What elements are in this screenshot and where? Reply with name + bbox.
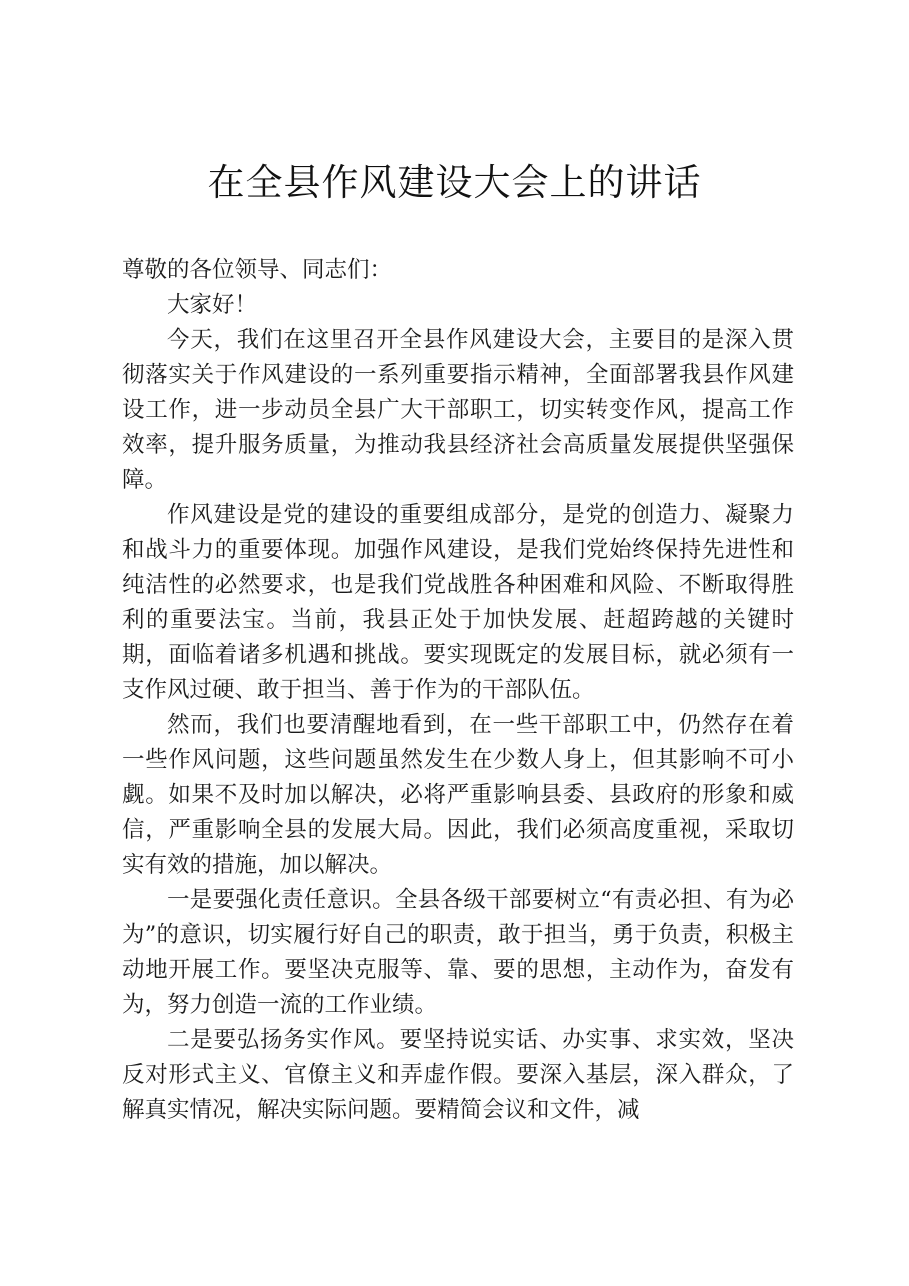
paragraph: 一是要强化责任意识。全县各级干部要树立“有责必担、有为必为”的意识，切实履行好自己的职责，敢于担当，勇于负责，积极主动地开展工作。要坚决克服等、靠、要的思想，主动作为，奋发有为，努力创造一流的工作业绩。 xyxy=(122,887,794,1018)
document-title: 在全县作风建设大会上的讲话 xyxy=(207,161,702,204)
document-body xyxy=(122,253,794,1128)
paragraph: 今天，我们在这里召开全县作风建设大会，主要目的是深入贯彻落实关于作风建设的一系列重要指示精神，全面部署我县作风建设工作，进一步动员全县广大干部职工，切实转变作风，提高工作效率，提升服务质量，为推动我县经济社会高质量发展提供坚强保障。 xyxy=(122,327,794,493)
paragraph: 作风建设是党的建设的重要组成部分，是党的创造力、凝聚力和战斗力的重要体现。加强作风建设，是我们党始终保持先进性和纯洁性的必然要求，也是我们党战胜各种困难和风险、不断取得胜利的重要法宝。当前，我县正处于加快发展、赶超跨越的关键时期，面临着诸多机遇和挑战。要实现既定的发展目标，就必须有一支作风过硬、敢于担当、善于作为的干部队伍。 xyxy=(122,502,794,703)
paragraph: 然而，我们也要清醒地看到，在一些干部职工中，仍然存在着一些作风问题，这些问题虽然发生在少数人身上，但其影响不可小觑。如果不及时加以解决，必将严重影响县委、县政府的形象和威信，严重影响全县的发展大局。因此，我们必须高度重视，采取切实有效的措施，加以解决。 xyxy=(122,712,794,878)
salutation: 尊敬的各位领导、同志们： xyxy=(122,257,393,283)
paragraph: 二是要弘扬务实作风。要坚持说实话、办实事、求实效，坚决反对形式主义、官僚主义和弄虚作假。要深入基层，深入群众，了解真实情况，解决实际问题。要精简会议和文件，减 xyxy=(122,1027,794,1123)
greeting: 大家好！ xyxy=(167,292,258,318)
